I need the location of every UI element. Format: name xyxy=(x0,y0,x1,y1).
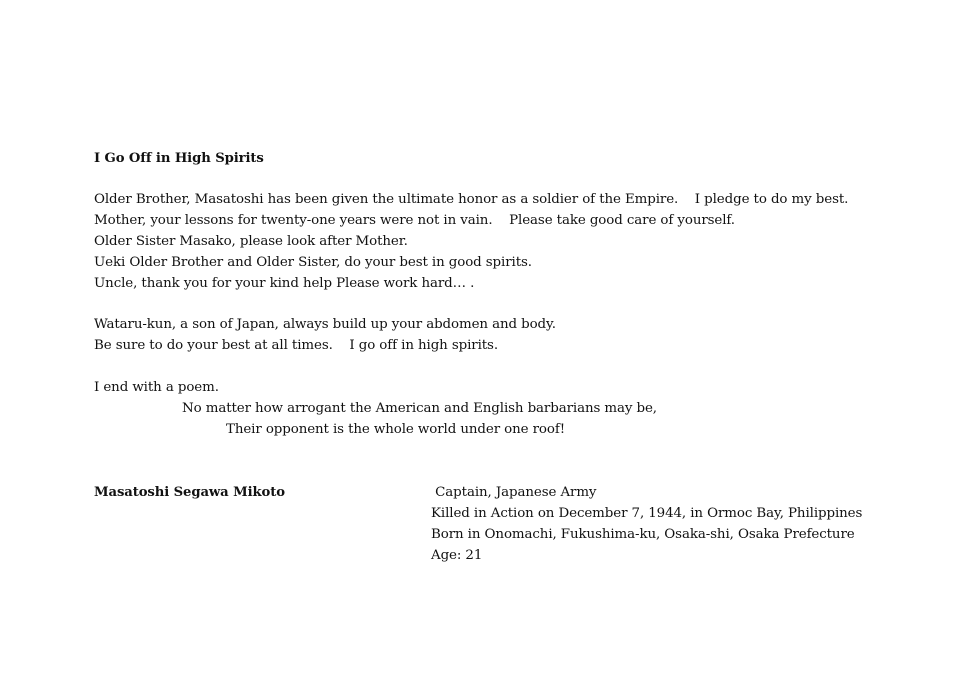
letter-line: Wataru-kun, a son of Japan, always build up your abdomen and body. xyxy=(94,317,556,332)
letter-line: Be sure to do your best at all times. I go off in high spirits. xyxy=(94,338,498,353)
letter-line: Older Sister Masako, please look after Mother. xyxy=(94,234,408,249)
signature-rank: Captain, Japanese Army xyxy=(431,485,597,500)
letter-line: Ueki Older Brother and Older Sister, do your best in good spirits. xyxy=(94,255,532,270)
signature-name: Masatoshi Segawa Mikoto xyxy=(94,485,285,500)
letter-title: I Go Off in High Spirits xyxy=(94,151,264,166)
letter-line: Older Brother, Masatoshi has been given the ultimate honor as a soldier of the Empire. I pledge to do my best. xyxy=(94,192,849,207)
poem-intro: I end with a poem. xyxy=(94,380,219,395)
letter-line: Uncle, thank you for your kind help Please work hard… . xyxy=(94,276,475,291)
signature-age: Age: 21 xyxy=(431,548,483,563)
poem-line: Their opponent is the whole world under one roof! xyxy=(226,422,565,437)
letter-line: Mother, your lessons for twenty-one years were not in vain. Please take good care of yourself. xyxy=(94,213,735,228)
signature-death: Killed in Action on December 7, 1944, in Ormoc Bay, Philippines xyxy=(431,506,863,521)
poem-line: No matter how arrogant the American and English barbarians may be, xyxy=(182,401,657,416)
signature-birthplace: Born in Onomachi, Fukushima-ku, Osaka-shi, Osaka Prefecture xyxy=(431,527,855,542)
